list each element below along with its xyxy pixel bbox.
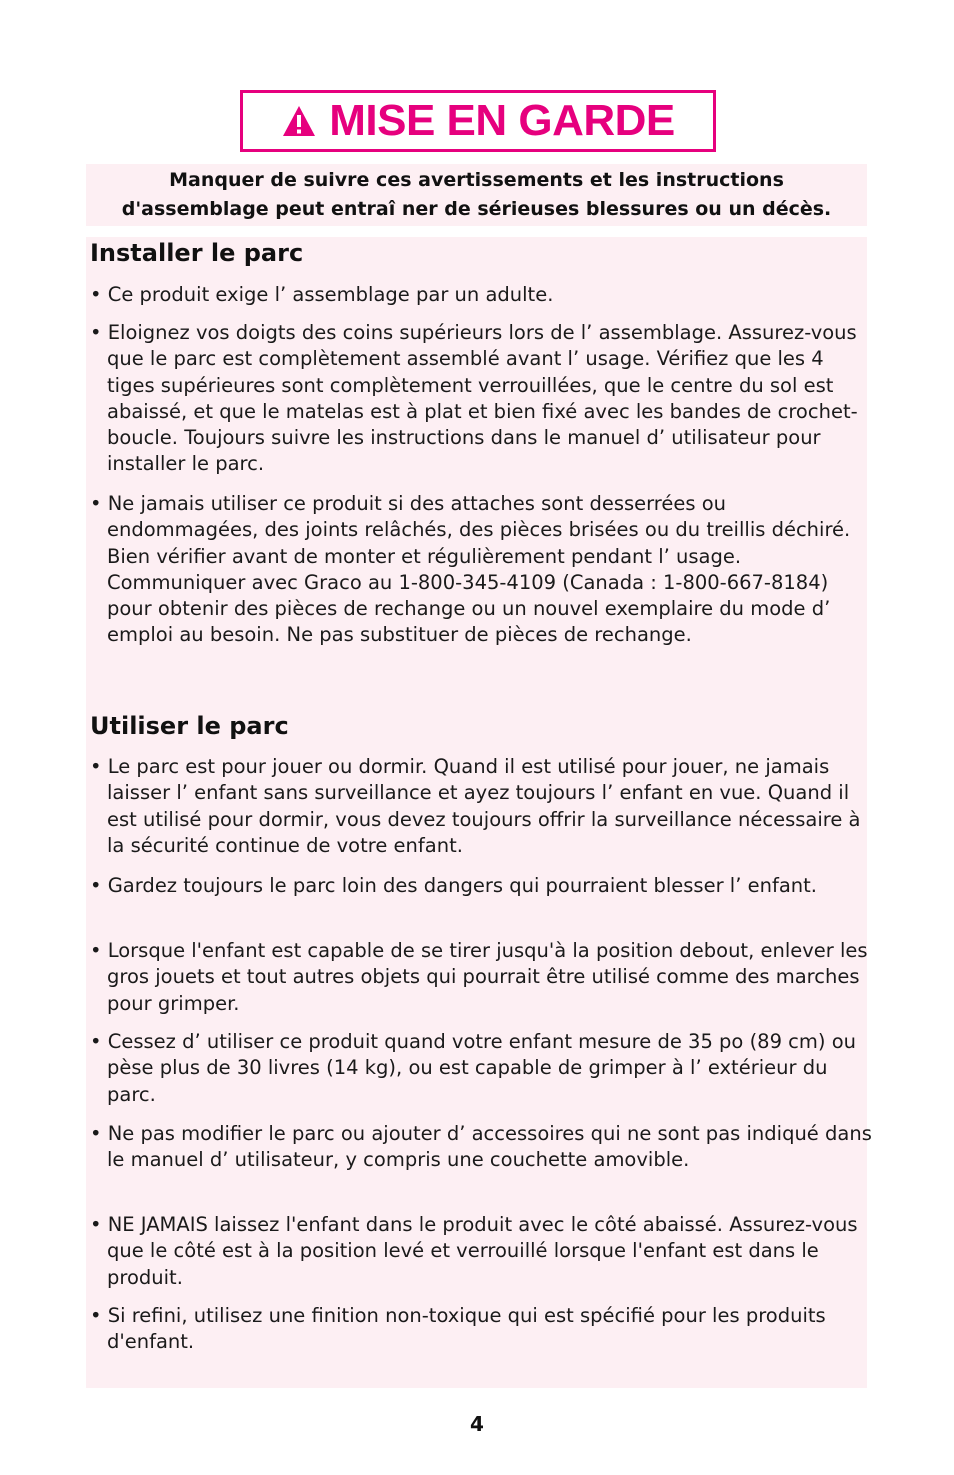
intro-line-1: Manquer de suivre ces avertissements et les instructions [169,169,784,191]
warning-banner [240,90,716,152]
list-item: • Le parc est pour jouer ou dormir. Quand il est utilisé pour jouer, ne jamais laisser l’ enfant sans surveillance et ayez toujours l’ enfant en vue. Quand il est utilisé pour dormir, vous devez toujours offrir la surveillance nécessaire à la sécurité continue de votre enfant. [90,755,861,857]
warning-title: MISE EN GARDE [329,96,675,145]
list-item: • Ne pas modifier le parc ou ajouter d’ accessoires qui ne sont pas indiqué dans le manuel d’ utilisateur, y compris une couchette amovible. [90,1122,872,1172]
section-title-utiliser: Utiliser le parc [90,712,289,740]
list-item: • Eloignez vos doigts des coins supérieurs lors de l’ assemblage. Assurez-vous que le parc est complètement assemblé avant l’ usage. Vérifiez que les 4 tiges supérieures sont complètement verrouillées, que le centre du sol est abaissé, et que le matelas est à plat et bien fixé avec les bandes de crochet-boucle. Toujours suivre les instructions dans le manuel d’ utilisateur pour installer le parc. [90,321,858,476]
list-item: • Si refini, utilisez une finition non-toxique qui est spécifié pour les produits d'enfant. [90,1304,826,1354]
list-item: • Ce produit exige l’ assemblage par un adulte. [90,283,554,306]
section-title-installer: Installer le parc [90,239,304,267]
page-number: 4 [470,1412,484,1436]
list-item: • NE JAMAIS laissez l'enfant dans le produit avec le côté abaissé. Assurez-vous que le côté est à la position levé et verrouillé lorsque l'enfant est dans le produit. [90,1213,858,1289]
list-item: • Cessez d’ utiliser ce produit quand votre enfant mesure de 35 po (89 cm) ou pèse plus de 30 livres (14 kg), ou est capable de grimper à l’ extérieur du parc. [90,1030,856,1106]
list-item: • Gardez toujours le parc loin des dangers qui pourraient blesser l’ enfant. [90,874,817,897]
warning-triangle-icon [281,104,317,138]
list-item: • Ne jamais utiliser ce produit si des attaches sont desserrées ou endommagées, des joints relâchés, des pièces brisées ou du treillis déchiré. Bien vérifier avant de monter et régulièrement pendant l’ usage. Communiquer avec Graco au 1-800-345-4109 (Canada : 1-800-667-8184) pour obtenir des pièces de rechange ou un nouvel exemplaire du mode d’ emploi au besoin. Ne pas substituer de pièces de rechange. [90,492,851,647]
intro-warning [86,164,867,226]
list-item: • Lorsque l'enfant est capable de se tirer jusqu'à la position debout, enlever les gros jouets et tout autres objets qui pourrait être utilisé comme des marches pour grimper. [90,939,868,1015]
intro-line-2: d'assemblage peut entraî ner de sérieuses blessures ou un décès. [121,198,832,220]
